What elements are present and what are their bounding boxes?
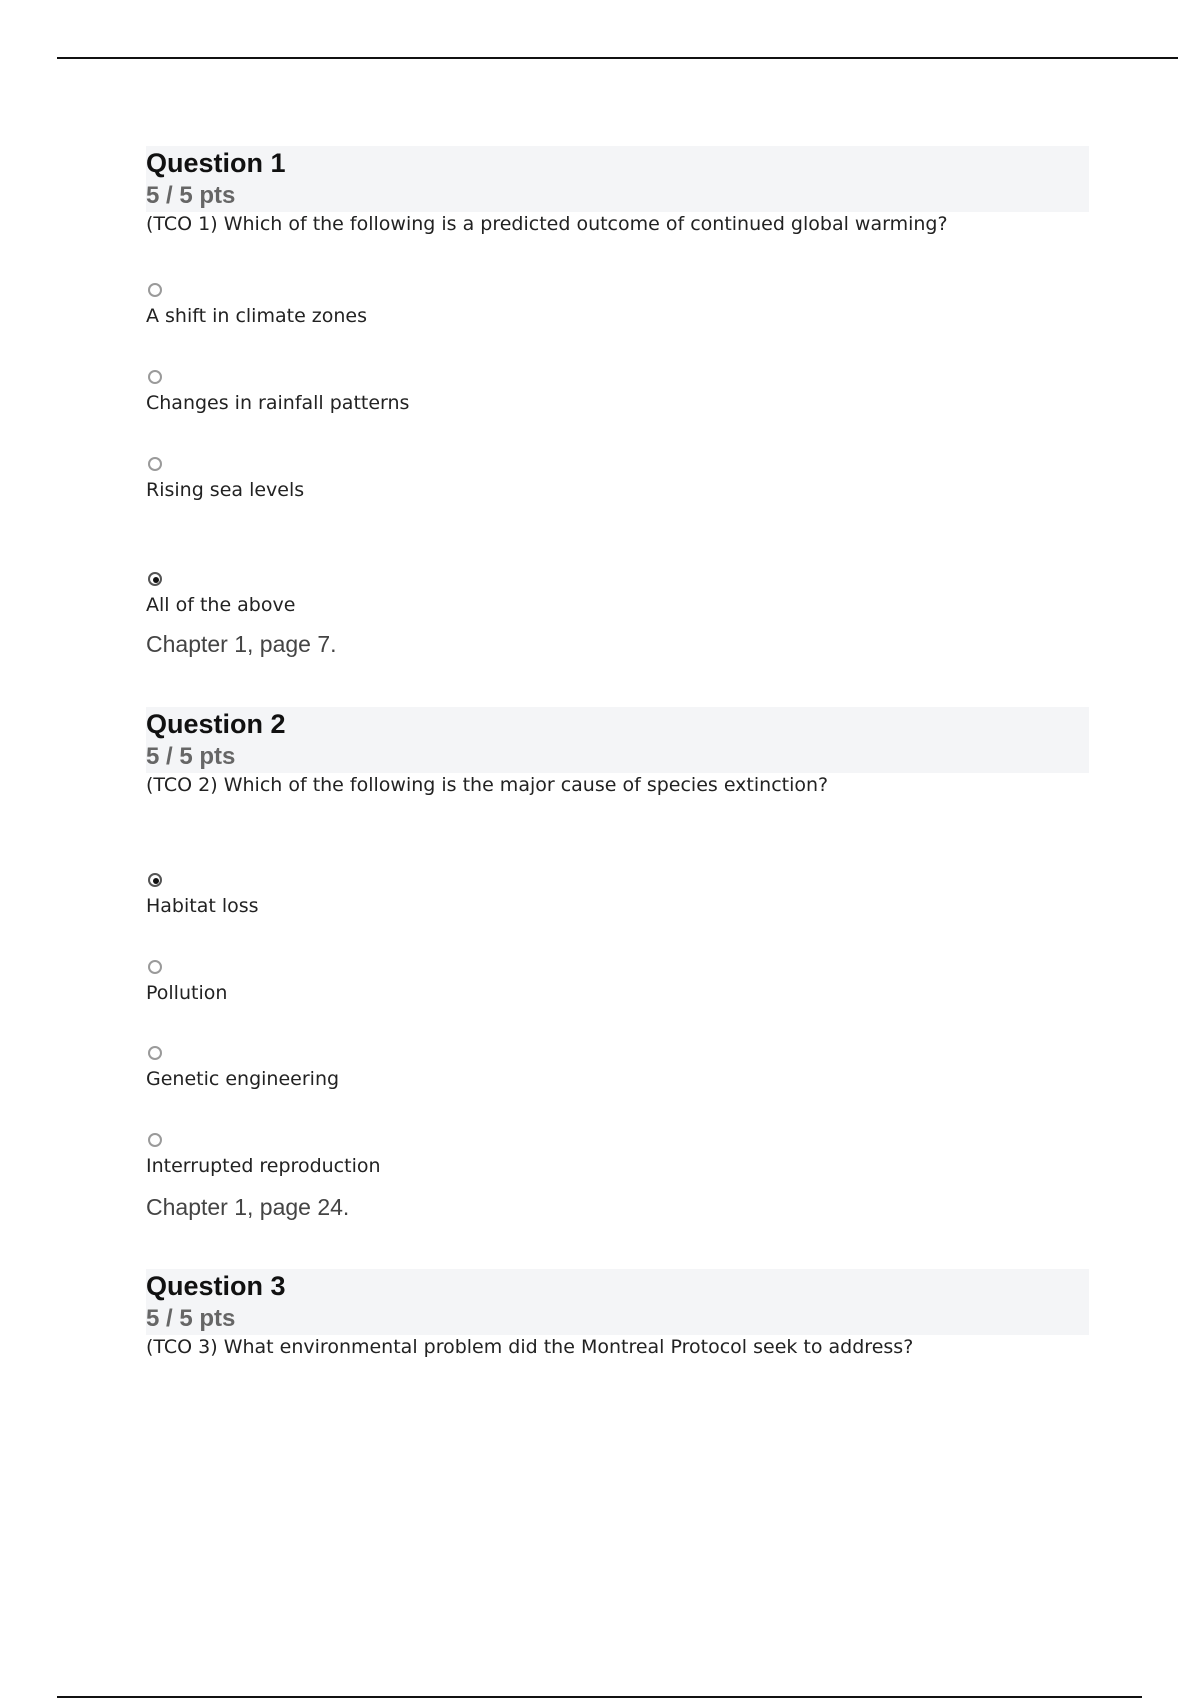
answer-label: Rising sea levels [146, 479, 305, 501]
top-divider [57, 57, 1178, 59]
question-header [146, 146, 1089, 212]
answer-option[interactable] [146, 1133, 746, 1183]
answer-reference: Chapter 1, page 24. [146, 1194, 350, 1220]
answer-label: A shift in climate zones [146, 305, 368, 327]
answer-option[interactable] [146, 960, 746, 1010]
question-1 [146, 146, 1089, 657]
question-title: Question 2 [146, 709, 286, 739]
answer-label: Genetic engineering [146, 1068, 340, 1090]
radio-button-checked[interactable] [148, 873, 162, 887]
answer-option[interactable] [146, 1046, 746, 1096]
answer-label: Habitat loss [146, 895, 259, 917]
question-points: 5 / 5 pts [146, 743, 236, 770]
answer-label: All of the above [146, 594, 296, 616]
question-text: (TCO 3) What environmental problem did the Montreal Protocol seek to address? [146, 1336, 914, 1358]
radio-button[interactable] [148, 960, 162, 974]
question-2 [146, 707, 1089, 1220]
radio-button[interactable] [148, 370, 162, 384]
answer-label: Changes in rainfall patterns [146, 392, 410, 414]
bottom-divider [57, 1696, 1142, 1698]
answer-label: Interrupted reproduction [146, 1155, 381, 1177]
answer-option[interactable] [146, 370, 746, 420]
answer-option-selected[interactable] [146, 572, 746, 622]
answer-reference: Chapter 1, page 7. [146, 631, 337, 657]
answer-option-selected[interactable] [146, 873, 746, 923]
question-text: (TCO 2) Which of the following is the major cause of species extinction? [146, 774, 829, 796]
radio-button-checked[interactable] [148, 572, 162, 586]
radio-button[interactable] [148, 283, 162, 297]
question-points: 5 / 5 pts [146, 1305, 236, 1332]
radio-button[interactable] [148, 457, 162, 471]
question-text: (TCO 1) Which of the following is a predicted outcome of continued global warming? [146, 213, 948, 235]
answer-option[interactable] [146, 457, 746, 507]
question-title: Question 3 [146, 1271, 286, 1301]
question-3 [146, 1269, 1089, 1358]
question-title: Question 1 [146, 148, 286, 178]
question-header [146, 707, 1089, 773]
question-points: 5 / 5 pts [146, 182, 236, 209]
question-header [146, 1269, 1089, 1335]
radio-button[interactable] [148, 1133, 162, 1147]
answer-label: Pollution [146, 982, 228, 1004]
answer-option[interactable] [146, 283, 746, 333]
radio-button[interactable] [148, 1046, 162, 1060]
